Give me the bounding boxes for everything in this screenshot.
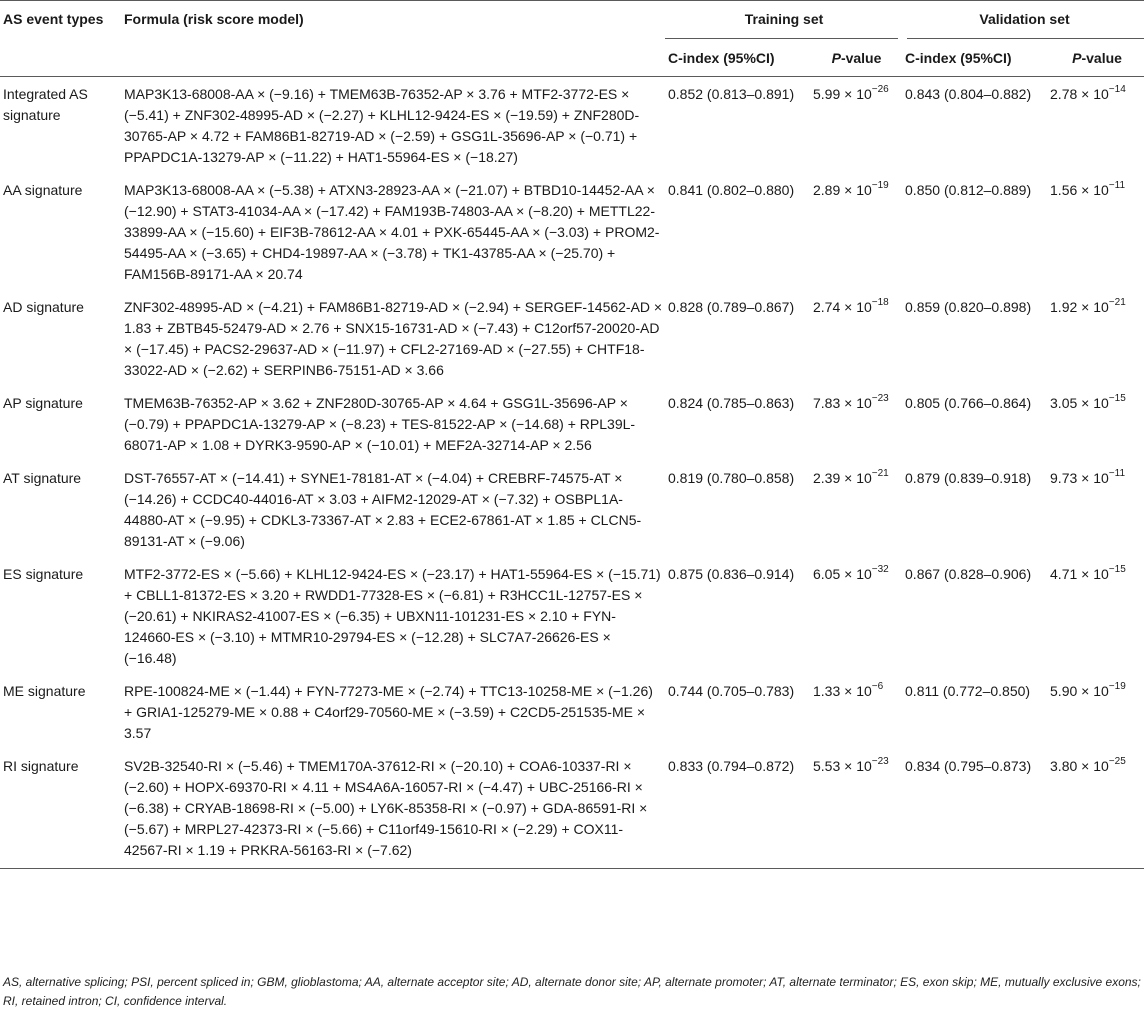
val-c-index-cell: 0.850 (0.812–0.889) xyxy=(905,182,1032,198)
train-c-index-cell: 0.824 (0.785–0.863) xyxy=(668,395,795,411)
training-subrule xyxy=(665,38,898,39)
as-event-type-cell: AA signature xyxy=(3,182,83,198)
train-p-value-cell: $2.89 \times 10^{-19}$ xyxy=(813,180,889,198)
formula-cell: MTF2-3772-ES × (−5.66) + KLHL12-9424-ES × (−23.17) + HAT1-55964-ES × (−15.71) + CBLL1-81372-ES × 3.20 + RWDD1-77328-ES × (−6.81) + R3HCC1L-12757-ES × (−20.61) + NKIRAS2-41007-ES × (−6.35) + UBXN11-101231-ES × 2.10 + FYN-124660-ES × (−3.10) + MTMR10-29794-ES × (−12.28) + SLC7A7-26626-ES × (−16.48) xyxy=(124,566,661,666)
validation-subrule xyxy=(907,38,1144,39)
as-event-type-cell: ME signature xyxy=(3,683,86,699)
formula-cell: DST-76557-AT × (−14.41) + SYNE1-78181-AT × (−4.04) + CREBRF-74575-AT × (−14.26) + CCDC40-44016-AT × 3.03 + AIFM2-12029-AT × (−7.32) + OSBPL1A-44880-AT × (−9.95) + CDKL3-73367-AT × 2.83 + ECE2-67861-AT × 1.85 + CLCN5-89131-AT × (−9.06) xyxy=(124,470,642,549)
formula-cell: RPE-100824-ME × (−1.44) + FYN-77273-ME × (−2.74) + TTC13-10258-ME × (−1.26) + GRIA1-125279-ME × 0.88 + C4orf29-70560-ME × (−3.59) + C2CD5-251535-ME × 3.57 xyxy=(124,683,653,741)
val-p-value-cell: $1.92 \times 10^{-21}$ xyxy=(1050,297,1126,315)
val-c-index-cell: 0.867 (0.828–0.906) xyxy=(905,566,1032,582)
header-validation-set: Validation set xyxy=(979,11,1070,27)
val-p-value-cell: $3.80 \times 10^{-25}$ xyxy=(1050,756,1126,774)
header-formula: Formula (risk score model) xyxy=(124,11,304,27)
table-row xyxy=(0,76,1144,173)
train-c-index-cell: 0.819 (0.780–0.858) xyxy=(668,470,795,486)
bottom-rule xyxy=(0,868,1144,869)
val-c-index-cell: 0.834 (0.795–0.873) xyxy=(905,758,1032,774)
train-p-value-cell: $5.99 \times 10^{-26}$ xyxy=(813,84,889,102)
table-row xyxy=(0,557,1144,674)
train-c-index-cell: 0.875 (0.836–0.914) xyxy=(668,566,795,582)
train-c-index-cell: 0.833 (0.794–0.872) xyxy=(668,758,795,774)
val-c-index-cell: 0.805 (0.766–0.864) xyxy=(905,395,1032,411)
table-row xyxy=(0,749,1144,866)
train-c-index-cell: 0.852 (0.813–0.891) xyxy=(668,86,795,102)
table-footnote: AS, alternative splicing; PSI, percent spliced in; GBM, glioblastoma; AA, alternate acceptor site; AD, alternate donor site; AP, alternate promoter; AT, alternate terminator; ES, exon skip; ME, mutually exclusive exons; RI, retained intron; CI, confidence interval. xyxy=(3,975,1141,1008)
train-p-value-cell: $5.53 \times 10^{-23}$ xyxy=(813,756,889,774)
val-c-index-cell: 0.843 (0.804–0.882) xyxy=(905,86,1032,102)
val-p-value-cell: $5.90 \times 10^{-19}$ xyxy=(1050,681,1126,699)
header-val-p-value: P-value xyxy=(1072,50,1122,66)
as-event-type-cell: AP signature xyxy=(3,395,83,411)
train-p-value-cell: $2.39 \times 10^{-21}$ xyxy=(813,468,889,486)
formula-cell: MAP3K13-68008-AA × (−9.16) + TMEM63B-76352-AP × 3.76 + MTF2-3772-ES × (−5.41) + ZNF302-48995-AD × (−2.27) + KLHL12-9424-ES × (−19.59) + ZNF280D-30765-AP × 4.72 + FAM86B1-82719-AD × (−2.59) + GSG1L-35696-AP × (−0.71) + PPAPDC1A-13279-AP × (−11.22) + HAT1-55964-ES × (−18.27) xyxy=(124,86,640,165)
as-event-type-cell: Integrated AS signature xyxy=(3,86,88,123)
table-row xyxy=(0,386,1144,461)
val-p-value-cell: $2.78 \times 10^{-14}$ xyxy=(1050,84,1126,102)
as-event-type-cell: ES signature xyxy=(3,566,84,582)
header-training-set: Training set xyxy=(744,11,824,27)
val-c-index-cell: 0.811 (0.772–0.850) xyxy=(905,683,1031,699)
train-c-index-cell: 0.828 (0.789–0.867) xyxy=(668,299,795,315)
header-rule xyxy=(0,76,1144,77)
val-p-value-cell: $9.73 \times 10^{-11}$ xyxy=(1050,468,1126,486)
train-c-index-cell: 0.841 (0.802–0.880) xyxy=(668,182,795,198)
val-c-index-cell: 0.859 (0.820–0.898) xyxy=(905,299,1032,315)
table-row xyxy=(0,290,1144,386)
table-row xyxy=(0,173,1144,290)
header-train-c-index: C-index (95%CI) xyxy=(668,50,775,66)
table-body xyxy=(0,76,1144,866)
train-p-value-cell: $1.33 \times 10^{-6}$ xyxy=(813,681,884,699)
formula-cell: ZNF302-48995-AD × (−4.21) + FAM86B1-82719-AD × (−2.94) + SERGEF-14562-AD × 1.83 + ZBTB45-52479-AD × 2.76 + SNX15-16731-AD × (−7.43) + C12orf57-20020-AD × (−17.45) + PACS2-29637-AD × (−11.97) + CFL2-27169-AD × (−27.55) + CHTF18-33022-AD × (−2.62) + SERPINB6-75151-AD × 3.66 xyxy=(124,299,663,378)
header-train-p-value: P-value xyxy=(831,50,882,66)
val-p-value-cell: $1.56 \times 10^{-11}$ xyxy=(1050,180,1126,198)
as-event-type-cell: AT signature xyxy=(3,470,82,486)
as-event-type-cell: AD signature xyxy=(3,299,84,315)
train-c-index-cell: 0.744 (0.705–0.783) xyxy=(668,683,795,699)
formula-cell: MAP3K13-68008-AA × (−5.38) + ATXN3-28923-AA × (−21.07) + BTBD10-14452-AA × (−12.90) + STAT3-41034-AA × (−17.42) + FAM193B-74803-AA × (−8.20) + METTL22-33899-AA × (−15.60) + EIF3B-78612-AA × 4.01 + PXK-65445-AA × (−3.03) + PROM2-54495-AA × (−3.65) + CHD4-19897-AA × (−3.78) + TK1-43785-AA × (−25.70) + FAM156B-89171-AA × 20.74 xyxy=(124,182,660,282)
val-p-value-cell: $4.71 \times 10^{-15}$ xyxy=(1050,564,1126,582)
val-p-value-cell: $3.05 \times 10^{-15}$ xyxy=(1050,393,1126,411)
header-val-c-index: C-index (95%CI) xyxy=(905,50,1012,66)
val-c-index-cell: 0.879 (0.839–0.918) xyxy=(905,470,1032,486)
header-as-event-types: AS event types xyxy=(3,11,104,27)
train-p-value-cell: $7.83 \times 10^{-23}$ xyxy=(813,393,889,411)
table-row xyxy=(0,461,1144,557)
formula-cell: SV2B-32540-RI × (−5.46) + TMEM170A-37612-RI × (−20.10) + COA6-10337-RI × (−2.60) + HOPX-69370-RI × 4.11 + MS4A6A-16057-RI × (−4.47) + UBC-25166-RI × (−6.38) + CRYAB-18698-RI × (−5.00) + LY6K-85358-RI × (−0.97) + GDA-86591-RI × (−5.67) + MRPL27-42373-RI × (−5.66) + C11orf49-15610-RI × (−2.29) + COX11-42567-RI × 1.19 + PRKRA-56163-RI × (−7.62) xyxy=(124,758,648,858)
formula-cell: TMEM63B-76352-AP × 3.62 + ZNF280D-30765-AP × 4.64 + GSG1L-35696-AP × (−0.79) + PPAPDC1A-13279-AP × (−8.23) + TES-81522-AP × (−14.68) + RPL39L-68071-AP × 1.08 + DYRK3-9590-AP × (−10.01) + MEF2A-32714-AP × 2.56 xyxy=(124,395,636,453)
train-p-value-cell: $2.74 \times 10^{-18}$ xyxy=(813,297,889,315)
table-row xyxy=(0,674,1144,749)
train-p-value-cell: $6.05 \times 10^{-32}$ xyxy=(813,564,889,582)
as-event-type-cell: RI signature xyxy=(3,758,79,774)
